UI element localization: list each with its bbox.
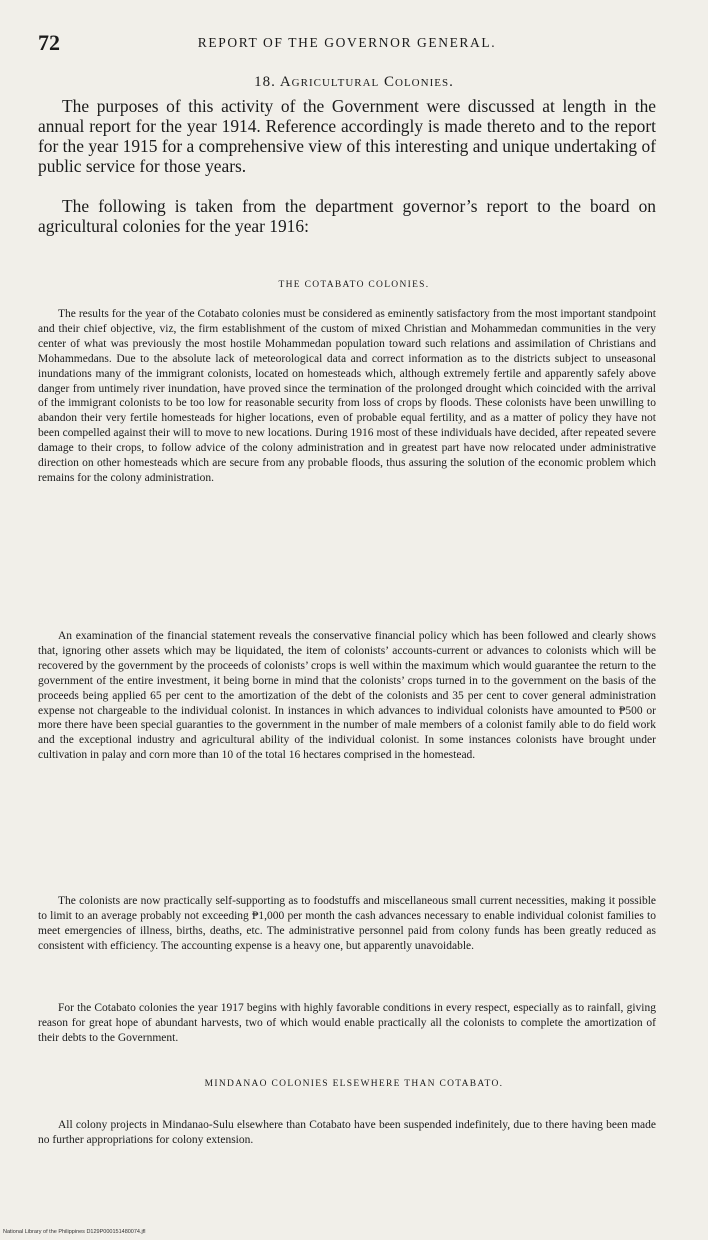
subheading-mindanao: MINDANAO COLONIES ELSEWHERE THAN COTABATO. <box>204 1079 504 1089</box>
mindanao-paragraph: All colony projects in Mindanao-Sulu elsewhere than Cotabato have been suspended indefinitely, due to there having been made no further appropriations for colony extension. <box>38 1119 656 1146</box>
scan-footer: National Library of the Philippines D129P000151480074.jfl <box>3 1229 146 1235</box>
page-header <box>38 30 656 56</box>
section-title: 18. Agricultural Colonies. <box>254 74 454 90</box>
cotabato-paragraph-3: The colonists are now practically self-supporting as to foodstuffs and miscellaneous small current necessities, making it possible to limit to an average probably not exceeding ₱1,000 per month the cash advances necessary to enable individual colonist families to meet emergencies of illness, births, deaths, etc. The administrative personnel paid from colony funds has been greatly reduced as consistent with efficiency. The accounting expense is a heavy one, but apparently unavoidable. <box>38 895 656 952</box>
running-title: REPORT OF THE GOVERNOR GENERAL. <box>197 35 497 50</box>
page-number: 72 <box>38 30 60 55</box>
cotabato-paragraph-2: An examination of the financial statement reveals the conservative financial policy which has been followed and clearly shows that, ignoring other assets which may be liquidated, the item of colonists’ accounts-current or advances to colonists which will be recovered by the government by the proceeds of colonists’ crops is well within the maximum which would guarantee the return to the government of the entire investment, it being borne in mind that the colonists’ crops turned in to the government on the basis of the proceeds being applied 65 per cent to the amortization of the debt of the colonists and 35 per cent to cover general administration expense not chargeable to the individual colonist. In instances in which advances to individual colonists have amounted to ₱500 or more there have been special guaranties to the government in the number of male members of a colonist family able to do field work and the exceptional industry and agricultural ability of the individual colonist. In some instances colonists have brought under cultivation in palay and corn more than 10 of the total 16 hectares comprised in the homestead. <box>38 630 656 762</box>
subheading-cotabato: THE COTABATO COLONIES. <box>278 280 430 290</box>
intro-paragraph-1: The purposes of this activity of the Government were discussed at length in the annual report for the year 1914. Reference accordingly is made thereto and to the report for the year 1915 for a comprehensive view of this interesting and unique undertaking of public service for those years. <box>38 96 656 176</box>
intro-paragraph-2: The following is taken from the department governor’s report to the board on agricultural colonies for the year 1916: <box>38 196 656 236</box>
cotabato-paragraph-4: For the Cotabato colonies the year 1917 begins with highly favorable conditions in every respect, especially as to rainfall, giving reason for great hope of abundant harvests, two of which would enable practically all the colonists to complete the amortization of their debts to the Government. <box>38 1002 656 1044</box>
cotabato-paragraph-1: The results for the year of the Cotabato colonies must be considered as eminently satisfactory from the most important standpoint and their chief objective, viz, the firm establishment of the custom of mixed Christian and Mohammedan communities in the very center of what was previously the most hostile Mohammedan population toward such relations and assimilation of Christians and Mohammedans. Due to the absolute lack of meteorological data and correct information as to the districts subject to unseasonal inundations many of the immigrant colonists, located on homesteads which, although extremely fertile and apparently safely above danger from untimely river inundation, have proved since the termination of the prolonged drought which coincided with the arrival of the immigrant colonists to be too low for reasonable security from loss of crops by floods. These colonists have been unwilling to abandon their very fertile homesteads for higher locations, even of probable equal fertility, and as a matter of policy they have not been compelled against their will to move to new locations. During 1916 most of these individuals have decided, after repeated severe damage to their crops, to follow advice of the colony administration and in greatest part have now relocated under administrative direction on other homesteads which are secure from any probable floods, thus assuring the solution of the economic problem which remains for the colony administration. <box>38 308 656 484</box>
